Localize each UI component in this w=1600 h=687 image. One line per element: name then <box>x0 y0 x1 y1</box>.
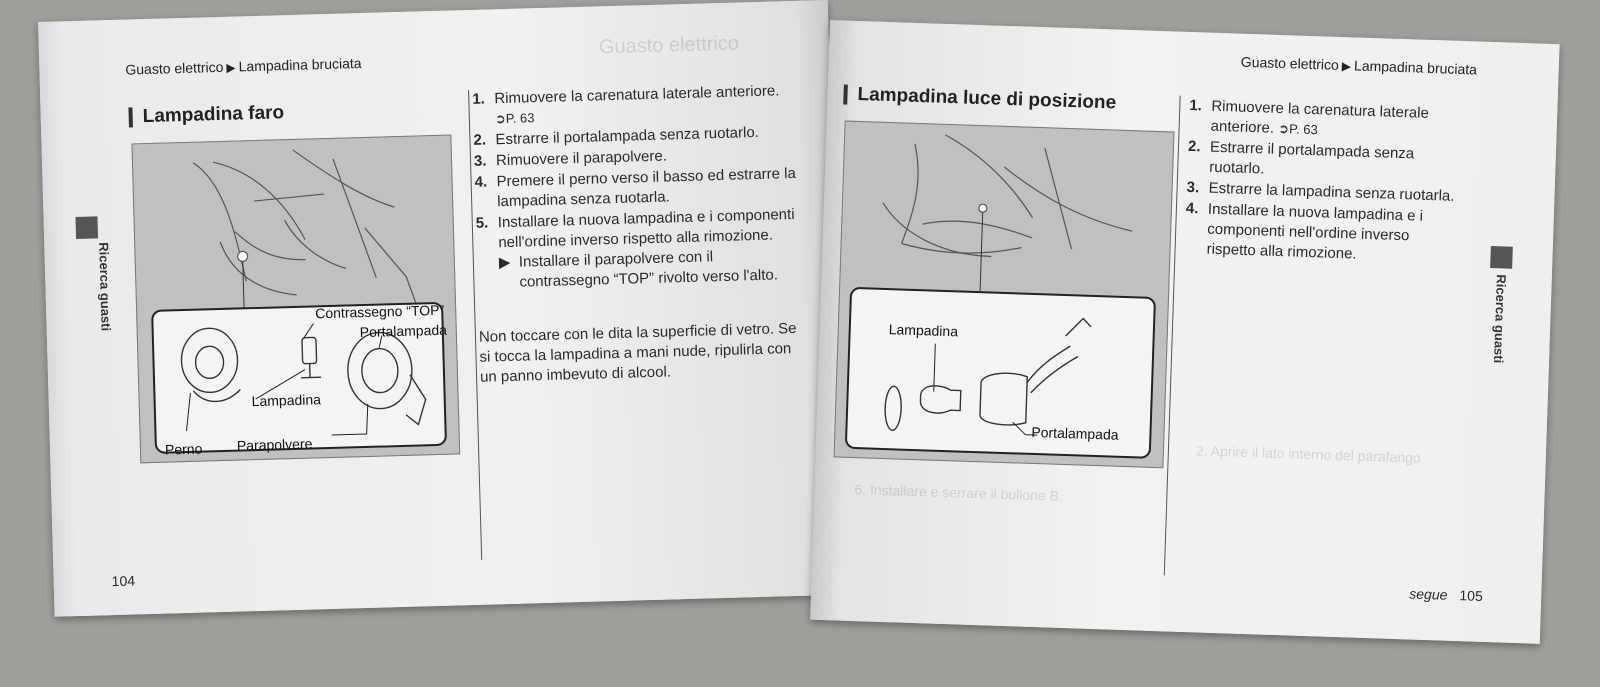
step-number: 1. <box>1189 96 1203 115</box>
figure-label-holder: Portalampada <box>1031 423 1119 443</box>
headlight-figure <box>131 135 460 464</box>
bleed-through-text: 6. Installare e serrare il bullone B. <box>854 481 1064 504</box>
breadcrumb-arrow-icon: ▶ <box>226 60 236 75</box>
step-number: 2. <box>473 131 487 149</box>
side-label: Ricerca guasti <box>96 242 114 332</box>
thumb-index-tab <box>75 216 98 239</box>
section-title: Lampadina faro <box>128 103 284 127</box>
running-head-topic: Lampadina bruciata <box>1353 57 1478 78</box>
bleed-through-text: Guasto elettrico <box>598 32 740 59</box>
breadcrumb-arrow-icon: ▶ <box>1341 58 1352 74</box>
caution-note: Non toccare con le dita la superficie di vetro. Se si tocca la lampadina a mani nude, ripulirla con un panno imbevuto di alcool. <box>478 319 797 386</box>
page-ref-icon: ➲ <box>1277 120 1290 137</box>
bleed-through-text: 2. Aprire il lato interno del parafango <box>1195 442 1422 466</box>
substep-text: Installare il parapolvere con il contrassegno “TOP” rivolto verso l'alto. <box>518 248 779 291</box>
page-number: 105 <box>1459 587 1484 604</box>
step-text: Estrarre il portalampada senza ruotarlo. <box>1209 138 1415 178</box>
step-text: Estrarre il portalampada senza ruotarlo. <box>495 123 760 149</box>
side-label: Ricerca guasti <box>1490 274 1509 364</box>
figure-label-bulb: Lampadina <box>888 321 959 340</box>
section-title: Lampadina luce di posizione <box>843 84 1116 113</box>
step-item <box>1184 199 1461 268</box>
figure-label-dust-cover: Parapolvere <box>236 435 313 454</box>
page-footer <box>1409 586 1483 604</box>
step-text: Rimuovere la carenatura laterale anteriore. <box>1210 97 1430 137</box>
step-number: 1. <box>472 90 486 108</box>
page-ref-link[interactable]: P. 63 <box>505 110 535 126</box>
running-head-section: Guasto elettrico <box>1240 53 1340 73</box>
step-number: 4. <box>474 173 488 191</box>
step-substep <box>499 245 806 294</box>
page-ref-icon: ➲ <box>494 110 506 127</box>
position-light-figure <box>834 121 1175 469</box>
continue-label: segue <box>1409 585 1448 603</box>
running-head-section: Guasto elettrico <box>125 58 224 78</box>
running-head <box>1241 54 1478 78</box>
step-text: Installare la nuova lampadina e i componenti nell'ordine inverso rispetto alla rimozione. <box>497 205 795 252</box>
running-head-topic: Lampadina bruciata <box>238 54 362 75</box>
figure-label-top-mark: Contrassegno “TOP” <box>315 301 445 322</box>
page-ref-link[interactable]: P. 63 <box>1288 121 1319 138</box>
substep-arrow-icon: ▶ <box>498 253 511 272</box>
figure-label-bulb: Lampadina <box>251 391 322 410</box>
page-number: 104 <box>111 572 136 590</box>
figure-label-pin: Perno <box>164 440 203 458</box>
right-page <box>810 20 1559 644</box>
step-text: Installare la nuova lampadina e i componenti nell'ordine inverso rispetto alla rimozione. <box>1206 200 1424 263</box>
step-number: 2. <box>1187 137 1201 156</box>
step-text: Estrarre la lampadina senza ruotarla. <box>1208 179 1455 205</box>
step-text: Rimuovere la carenatura laterale anteriore. <box>494 82 780 108</box>
step-number: 3. <box>1186 178 1200 197</box>
step-item <box>476 205 806 294</box>
step-number: 5. <box>475 214 489 232</box>
step-text: Premere il perno verso il basso ed estrarre la lampadina senza ruotarla. <box>496 164 797 211</box>
step-number: 4. <box>1185 199 1199 218</box>
running-head <box>125 55 362 78</box>
thumb-index-tab <box>1490 246 1513 269</box>
procedure-steps <box>1184 96 1464 269</box>
figure-label-holder: Portalampada <box>359 321 448 341</box>
procedure-steps <box>472 81 806 295</box>
left-page <box>38 0 844 617</box>
step-text: Rimuovere il parapolvere. <box>495 147 668 170</box>
step-number: 3. <box>473 152 487 170</box>
